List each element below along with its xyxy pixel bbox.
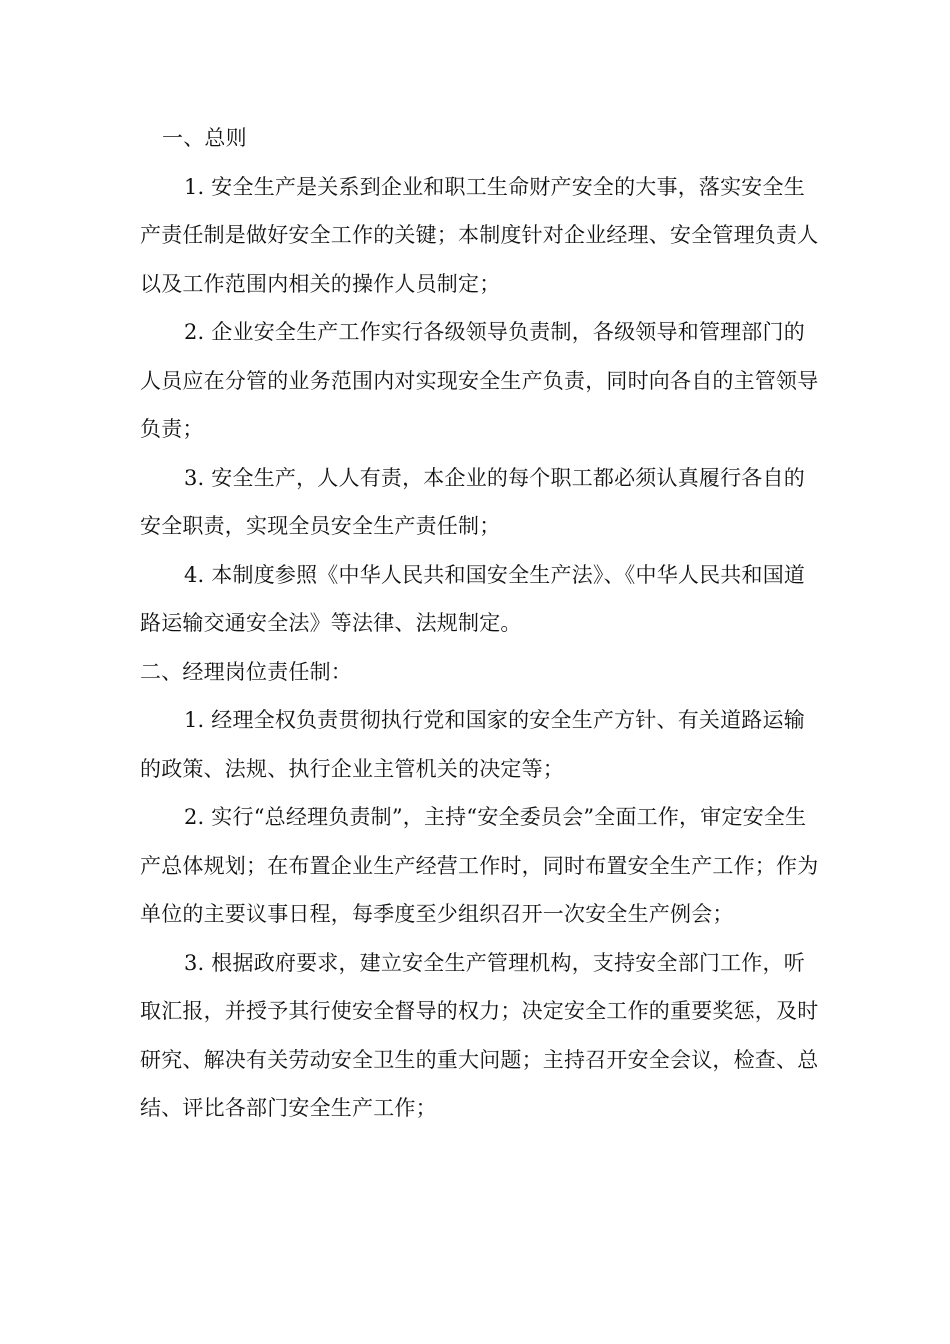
paragraph: 1. 经理全权负责贯彻执行党和国家的安全生产方针、有关道路运输的政策、法规、执行企业主管机关的决定等； — [140, 708, 805, 781]
paragraph: 2. 实行“总经理负责制”，主持“安全委员会”全面工作，审定安全生产总体规划；在布置企业生产经营工作时，同时布置安全生产工作；作为单位的主要议事日程，每季度至少组织召开一次安全生产例会； — [140, 805, 819, 926]
paragraph: 4. 本制度参照《中华人民共和国安全生产法》、《中华人民共和国道路运输交通安全法》等法律、法规制定。 — [140, 562, 806, 635]
section-heading-general: 一、总则 — [162, 126, 247, 150]
section-heading-manager-responsibility: 二、经理岗位责任制： — [140, 659, 352, 684]
paragraph: 1. 安全生产是关系到企业和职工生命财产安全的大事，落实安全生产责任制是做好安全工作的关键；本制度针对企业经理、安全管理负责人以及工作范围内相关的操作人员制定； — [140, 174, 819, 296]
document-body — [140, 114, 820, 1133]
paragraph: 2. 企业安全生产工作实行各级领导负责制，各级领导和管理部门的人员应在分管的业务范围内对实现安全生产负责，同时向各自的主管领导负责； — [140, 320, 819, 441]
paragraph: 3. 安全生产，人人有责，本企业的每个职工都必须认真履行各自的安全职责，实现全员安全生产责任制； — [140, 465, 805, 538]
paragraph: 3. 根据政府要求，建立安全生产管理机构，支持安全部门工作，听取汇报，并授予其行使安全督导的权力；决定安全工作的重要奖惩，及时研究、解决有关劳动安全卫生的重大问题；主持召开安全会议，检查、总结、评比各部门安全生产工作； — [140, 950, 819, 1120]
